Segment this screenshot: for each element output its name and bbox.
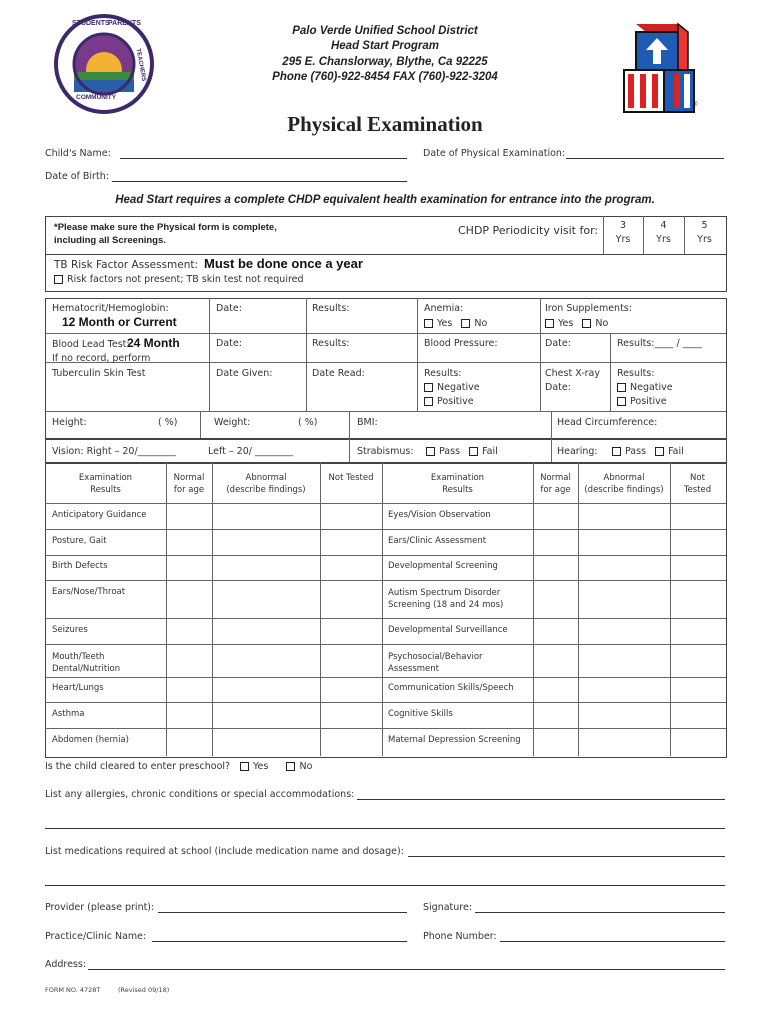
vision-right[interactable]: Vision: Right – 20/________ [52,446,176,457]
table-row: Ears/Clinic Assessment [388,536,487,546]
provider-label: Provider (please print): [45,902,155,913]
col-abnormal-2: Abnormal (describe findings) [584,473,664,495]
address-field[interactable] [88,969,725,970]
xray-negative[interactable]: Negative [617,382,673,393]
tb-label: TB Risk Factor Assessment: [54,259,199,271]
checkbox[interactable] [655,447,664,456]
weight-pct: ( %) [298,417,318,428]
revision-date: (Revised 09/18) [118,986,170,994]
logo-word: TEACHERS [134,48,147,82]
phone-line: Phone (760)-922-8454 FAX (760)-922-3204 [272,71,498,83]
chdp-note-1: *Please make sure the Physical form is complete, [54,222,277,233]
exam-date-field[interactable] [566,158,724,159]
table-row: Cognitive Skills [388,709,453,719]
table-row: Birth Defects [52,561,108,571]
checkbox[interactable] [469,447,478,456]
clinic-field[interactable] [152,941,407,942]
tb-date-given[interactable]: Date Given: [216,368,273,379]
hearing-options[interactable]: Pass Fail [612,446,684,457]
height-label[interactable]: Height: [52,417,87,428]
logo-word: STUDENTS [72,20,110,27]
medications-label: List medications required at school (include medication name and dosage): [45,846,404,857]
col-normal-2: Normal for age [540,473,571,495]
signature-field[interactable] [475,912,725,913]
col-normal: Normal for age [173,473,205,495]
col-exam-results: Examination Results [78,473,133,495]
table-row: Eyes/Vision Observation [388,510,491,520]
tb-skin-label: Tuberculin Skin Test [52,368,146,379]
notice-text: Head Start requires a complete CHDP equivalent health examination for entrance into the program. [115,194,655,206]
lead-handwritten-note: 24 Month [127,336,180,350]
table-row: Anticipatory Guidance [52,510,147,520]
col-not-tested: Not Tested [328,473,374,483]
clinic-label: Practice/Clinic Name: [45,931,147,942]
cleared-options[interactable]: Yes No [240,761,312,772]
table-row: Communication Skills/Speech [388,683,514,693]
tb-date-read[interactable]: Date Read: [312,368,365,379]
hearing-label: Hearing: [557,446,598,457]
phone-field[interactable] [500,941,725,942]
checkbox[interactable] [545,319,554,328]
allergies-field[interactable] [357,799,725,800]
iron-label: Iron Supplements: [545,303,632,314]
child-name-field[interactable] [120,158,407,159]
signature-label: Signature: [423,902,473,913]
strabismus-options[interactable]: Pass Fail [426,446,498,457]
weight-label[interactable]: Weight: [214,417,251,428]
tb-positive[interactable]: Positive [424,396,474,407]
checkbox[interactable] [424,397,433,406]
vision-left[interactable]: Left – 20/ ________ [208,446,293,457]
dob-field[interactable] [112,181,407,182]
page-title: Physical Examination [287,112,483,136]
checkbox[interactable] [286,762,295,771]
table-row: Seizures [52,625,88,635]
chdp-age-5[interactable]: 5 Yrs [697,220,712,245]
head-start-logo [618,18,704,118]
cleared-question: Is the child cleared to enter preschool? [45,761,231,772]
table-row: Psychosocial/Behavior Assessment [388,652,483,674]
blood-pressure-label: Blood Pressure: [424,338,498,349]
medications-field[interactable] [408,856,725,857]
checkbox[interactable] [424,319,433,328]
allergies-field-2[interactable] [45,828,725,829]
anemia-label: Anemia: [424,303,464,314]
bp-date[interactable]: Date: [545,338,571,349]
checkbox[interactable] [424,383,433,392]
logo-word: PARENTS [108,20,141,27]
table-row: Asthma [52,709,85,719]
checkbox[interactable] [612,447,621,456]
checkbox[interactable] [617,383,626,392]
chest-xray-label: Chest X-ray [545,368,601,379]
address-label: Address: [45,959,87,970]
checkbox[interactable] [54,275,63,284]
hemo-results[interactable]: Results: [312,303,350,314]
chdp-age-4[interactable]: 4 Yrs [656,220,671,245]
xray-results-label: Results: [617,368,655,379]
dob-label: Date of Birth: [45,171,109,182]
medications-field-2[interactable] [45,885,725,886]
xray-date[interactable]: Date: [545,382,571,393]
table-row: Mouth/Teeth Dental/Nutrition [52,652,121,674]
hemo-date[interactable]: Date: [216,303,242,314]
tb-handwritten-note: Must be done once a year [204,256,363,271]
checkbox[interactable] [461,319,470,328]
tb-results-label: Results: [424,368,462,379]
bmi-label[interactable]: BMI: [357,417,378,428]
checkbox[interactable] [582,319,591,328]
table-row: Heart/Lungs [52,683,104,693]
checkbox[interactable] [426,447,435,456]
hemo-label: Hematocrit/Hemoglobin: [52,303,169,314]
table-row: Posture, Gait [52,536,107,546]
table-row: Autism Spectrum Disorder Screening (18 and 24 mos) [388,588,504,610]
exam-table [45,462,727,758]
tb-negative[interactable]: Negative [424,382,480,393]
col-not-tested-2: Not Tested [683,473,712,495]
bp-results[interactable]: Results:____ / ____ [617,338,702,349]
checkbox[interactable] [617,397,626,406]
chdp-note-2: including all Screenings. [54,235,166,246]
lead-results[interactable]: Results: [312,338,350,349]
exam-date-label: Date of Physical Examination: [423,148,566,159]
tb-option[interactable]: Risk factors not present; TB skin test not required [54,274,304,285]
school-logo [54,14,154,114]
iron-options[interactable]: Yes No [545,318,608,329]
address-line: 295 E. Chanslorway, Blythe, Ca 92225 [282,56,488,68]
if-no-record: If no record, perform [52,353,151,364]
phone-label: Phone Number: [423,931,497,942]
district-name: Palo Verde Unified School District [292,25,478,37]
program-name: Head Start Program [330,40,439,52]
head-circumference-label[interactable]: Head Circumference: [557,417,658,428]
logo-word: COMMUNITY [76,94,117,101]
table-row: Maternal Depression Screening [388,735,521,745]
lead-label: Blood Lead Test: [52,339,130,350]
col-exam-results-2: Examination Results [430,473,485,495]
provider-field[interactable] [158,912,407,913]
registered-mark: ® [693,102,698,108]
table-row: Abdomen (hernia) [52,735,129,745]
hemo-handwritten-note: 12 Month or Current [62,315,177,329]
height-pct: ( %) [158,417,178,428]
table-row: Developmental Surveillance [388,625,508,635]
allergies-label: List any allergies, chronic conditions or special accommodations: [45,789,355,800]
table-row: Ears/Nose/Throat [52,587,126,597]
col-abnormal: Abnormal (describe findings) [226,473,306,495]
child-name-label: Child's Name: [45,148,111,159]
anemia-options[interactable]: Yes No [424,318,487,329]
lead-date[interactable]: Date: [216,338,242,349]
form-number: FORM NO. 4728T [45,986,101,994]
chdp-age-3[interactable]: 3 Yrs [615,220,631,245]
table-row: Developmental Screening [388,561,498,571]
xray-positive[interactable]: Positive [617,396,667,407]
chdp-label: CHDP Periodicity visit for: [458,224,599,237]
checkbox[interactable] [240,762,249,771]
strabismus-label: Strabismus: [357,446,414,457]
